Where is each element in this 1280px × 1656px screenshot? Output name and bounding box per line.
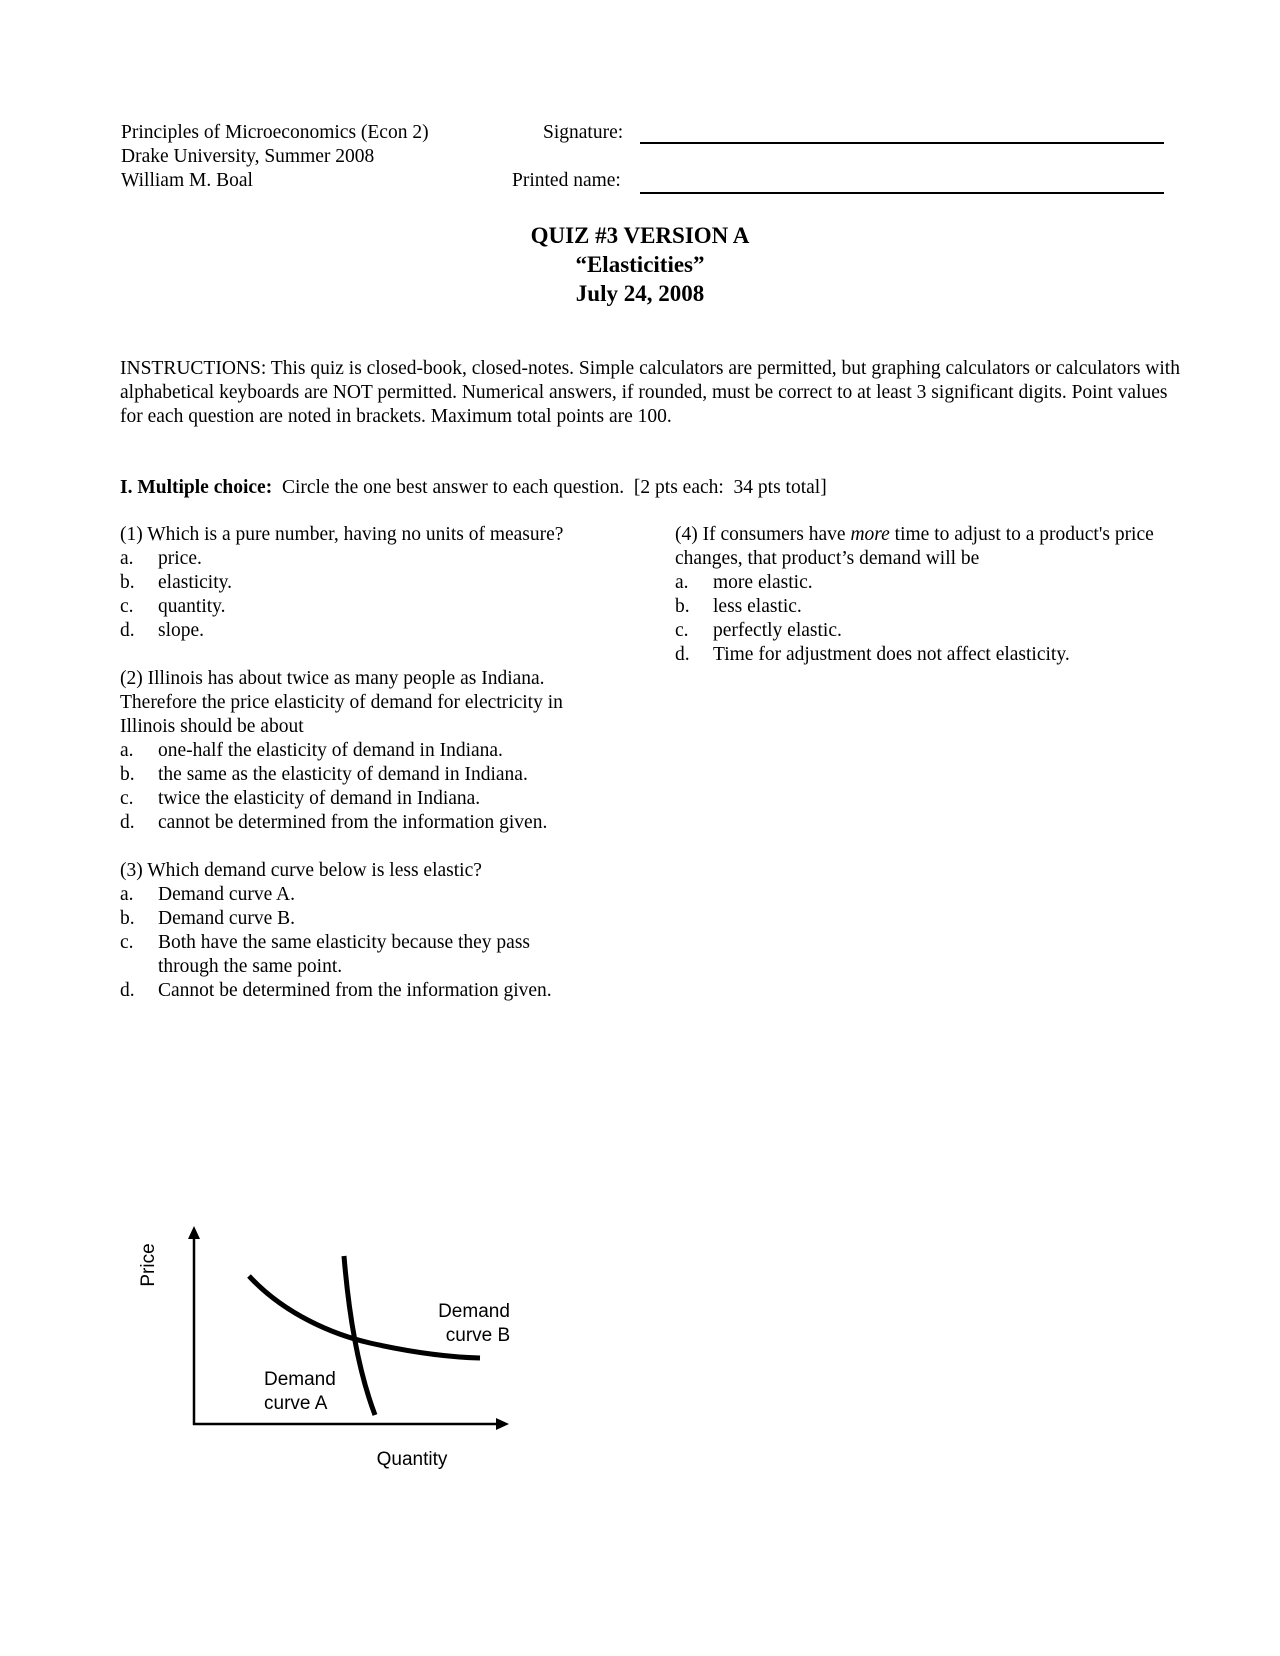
x-axis-arrow-icon: [496, 1418, 509, 1430]
option-d[interactable]: d. Cannot be determined from the information given.: [120, 980, 552, 1001]
question-4: [675, 523, 1159, 667]
option-b[interactable]: b. elasticity.: [120, 572, 233, 593]
section-description: Circle the one best answer to each question. [2 pts each: 34 pts total]: [272, 477, 827, 498]
section-title: I. Multiple choice:: [120, 477, 273, 498]
instructions: INSTRUCTIONS: This quiz is closed-book, closed-notes. Simple calculators are permitted, but graphing calculators or calculators with alphabetical keyboards are NOT permitted. Numerical answers, if rounded, must be correct to at least 3 significant digits. Point values for each question are noted in brackets. Maximum total points are 100.: [120, 358, 1180, 427]
question-stem: (2) Illinois has about twice as many people as Indiana. Therefore the price elasticity of demand for electricity in Illinois should be about: [120, 668, 563, 737]
option-a[interactable]: a. one-half the elasticity of demand in Indiana.: [120, 740, 503, 761]
quiz-title-line2: “Elasticities”: [575, 252, 705, 277]
option-c[interactable]: c. quantity.: [120, 596, 226, 617]
option-b[interactable]: b. the same as the elasticity of demand in Indiana.: [120, 764, 528, 785]
school-term: Drake University, Summer 2008: [121, 146, 375, 167]
emphasis-more: more: [850, 524, 890, 545]
quiz-date: July 24, 2008: [575, 281, 705, 306]
printed-name-line[interactable]: [640, 192, 1164, 194]
quiz-title: [0, 221, 1280, 308]
y-axis-label: Price: [138, 1243, 159, 1287]
question-1: [120, 523, 610, 643]
option-d[interactable]: d. cannot be determined from the information given.: [120, 812, 548, 833]
question-stem: (3) Which demand curve below is less elastic?: [120, 860, 482, 881]
option-b[interactable]: b. less elastic.: [675, 596, 802, 617]
section-heading: [120, 476, 827, 500]
question-stem: (1) Which is a pure number, having no units of measure?: [120, 524, 564, 545]
question-2: [120, 667, 600, 835]
option-a[interactable]: a. Demand curve A.: [120, 884, 295, 905]
option-c[interactable]: c. twice the elasticity of demand in Indiana.: [120, 788, 481, 809]
printed-name-label: Printed name:: [512, 170, 621, 191]
curve-b-label-line2: curve B: [445, 1325, 511, 1346]
option-a[interactable]: a. price.: [120, 548, 202, 569]
option-a[interactable]: a. more elastic.: [675, 572, 813, 593]
instructor-name: William M. Boal: [121, 170, 253, 191]
x-axis-label: Quantity: [376, 1449, 448, 1470]
curve-b-label-line1: Demand: [438, 1301, 510, 1322]
course-info: [121, 121, 429, 193]
curve-a-label-line1: Demand: [264, 1369, 336, 1390]
question-3: [120, 859, 590, 1003]
demand-curves-figure: [130, 1225, 530, 1485]
y-axis-arrow-icon: [188, 1226, 200, 1239]
option-c[interactable]: c. perfectly elastic.: [675, 620, 842, 641]
signature-label: Signature:: [543, 122, 624, 143]
curve-a-label-line2: curve A: [264, 1393, 328, 1414]
quiz-title-line1: QUIZ #3 VERSION A: [530, 223, 750, 248]
option-b[interactable]: b. Demand curve B.: [120, 908, 295, 929]
course-name: Principles of Microeconomics (Econ 2): [121, 122, 429, 143]
option-c[interactable]: c. Both have the same elasticity because they pass through the same point.: [120, 932, 531, 977]
signature-line[interactable]: [640, 142, 1164, 144]
option-d[interactable]: d. Time for adjustment does not affect elasticity.: [675, 644, 1070, 665]
option-d[interactable]: d. slope.: [120, 620, 205, 641]
question-stem: (4) If consumers have more time to adjust to a product's price changes, that product’s demand will be: [675, 524, 1159, 569]
